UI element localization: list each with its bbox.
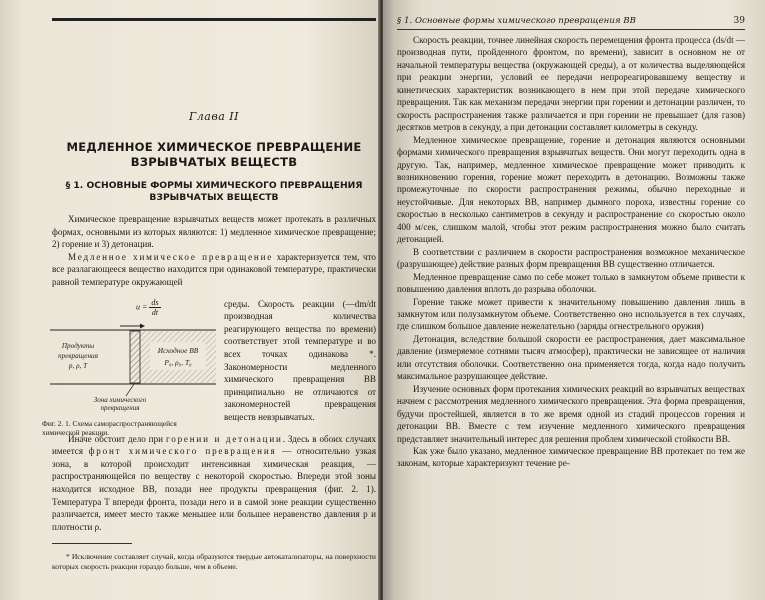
footnote: * Исключение составляет случай, когда образуются твердые автокатализаторы, на поверхности которых скорость реакции гораздо больше, чем в объеме. <box>52 552 376 572</box>
zone-label-2: превращения <box>100 403 140 412</box>
body-paragraph: Изучение основных форм протекания химических реакций во взрывчатых веществах начнем с рассмотрения медленного химического превращения. Эта форма превращения, будучи простейшей, является в то же время одной из стадий процессов горения и детонации ВВ. Вместе с тем изучение медленного химического превращения представляет значительный интерес для решения проблем химической стойкости ВВ. <box>397 383 745 444</box>
body-paragraph: Горение также может привести к значительному повышению давления лишь в замкнутом или полузамкнутом объеме. Соответственно оно используется в тех случаях, где слишком большое давление нежелательно (заряды огнестрельного оружия) <box>397 296 745 332</box>
products-label-3: p, ρ, T <box>68 361 88 370</box>
body-paragraph: Детонация, вследствие большой скорости ее распространения, дает максимальное давление (измеряемое сотнями тысяч атмосфер), практически не зависящее от наличия или отсутствия оболочки. Соответственно она применяется тогда, когда надо получить максимальное разрушающее действие. <box>397 333 745 382</box>
paragraph-text: — относительно узкая зона, в которой происходит интенсивная химическая реакция, — распространяющейся по веществу с некоторой скоростью. Впереди этой зоны находится исходное ВВ, позади нее продукты превращения (фиг. 2. 1). Температура T впереди фронта, позади него и в самой зоне реакции существенно различается, имеет место также меньшее или большее неравенство давления p и плотности ρ. <box>52 446 376 532</box>
top-rule <box>52 18 376 21</box>
formula-numerator: ds <box>151 297 159 307</box>
combustion-paragraph <box>52 433 376 534</box>
products-label-1: Продукты <box>61 341 95 350</box>
figure-caption: Фиг. 2. 1. Схема самораспространяющейся химической реакции. <box>42 419 177 438</box>
section-title: § 1. ОСНОВНЫЕ ФОРМЫ ХИМИЧЕСКОГО ПРЕВРАЩЕНИЯ ВЗРЫВЧАТЫХ ВЕЩЕСТВ <box>65 180 363 203</box>
paragraph-text: . Здесь в обоих случаях имеется <box>52 433 376 457</box>
chapter-title: МЕДЛЕННОЕ ХИМИЧЕСКОЕ ПРЕВРАЩЕНИЕ ВЗРЫВЧАТЫХ ВЕЩЕСТВ <box>66 140 362 169</box>
footnote-rule <box>52 543 132 544</box>
intro-paragraph: Химическое превращение взрывчатых веществ может протекать в различных формах, основными из которых являются: 1) медленное химическое превращение; 2) горение и 3) детонация. <box>52 214 376 250</box>
spaced-term: фронт химического превращения <box>88 446 277 457</box>
body-paragraph: Как уже было указано, медленное химическое превращение ВВ протекает по тем же законам, которые характеризуют течение ре- <box>397 445 745 469</box>
paragraph-text: характеризуется тем, что все разлагающееся вещество находится при одинаковой температуре, практически равной температуре окружающей <box>52 251 376 287</box>
figure-block <box>42 297 376 438</box>
initial-label-1: Исходное ВВ <box>157 345 199 355</box>
arrow-head-icon <box>140 323 145 328</box>
spaced-term: Медленное химическое превращение <box>68 251 274 262</box>
products-label-2: превращения <box>58 351 98 360</box>
formula-lhs: u = <box>136 302 148 311</box>
running-head-title: § 1. Основные формы химического превращения ВВ <box>397 16 636 26</box>
slow-reaction-paragraph <box>52 251 376 289</box>
body-paragraph: Медленное химическое превращение, горение и детонация являются основными формами химического превращения взрывчатых веществ. Они могут переходить одна в другую. Так, например, медленное химическое превращение может приводить к возникновению горения, горение может переходить в детонацию. Возможны также промежуточные по скорости распространения режимы, обычно переходные и неустойчивые. Для некоторых ВВ, например дымного пороха, известны горение со скоростью в несколько сантиметров в секунду и распространение со скоростью около 400 м/сек, слишком малой, чтобы этот режим распространения можно было считать детонацией. <box>397 134 745 245</box>
body-paragraph: Скорость реакции, точнее линейная скорость перемещения фронта процесса (ds/dt — производная пути, пройденного фронтом, по времени), зависит в основном не от начальной температуры вещества (окружающей среды), а от количества выделяющейся при реакции энергии, условий ее передачи непрореагировавшему веществу и кинетических характеристик возникающего в нем при этой передаче химического превращения. Так как механизм передачи энергии при горении и детонации различен, то скорость распространения также различается и при горении не превышает (для газов) десятков метров в секунду, а при детонации составляет километры в секунду. <box>397 35 745 133</box>
left-page <box>0 0 382 600</box>
chapter-label: Глава II <box>189 110 239 123</box>
body-paragraph: Медленное превращение само по себе может только в замкнутом объеме привести к повышению давления вплоть до разрыва оболочки. <box>397 271 745 295</box>
reaction-zone <box>130 331 140 383</box>
initial-label-2: P₀, ρ₀, T₀ <box>164 357 192 367</box>
right-page <box>383 0 765 600</box>
spaced-term: горении и детонации <box>165 433 283 444</box>
body-paragraph: В соответствии с различием в скорости распространения возможное механическое (разрушающее) действие разных форм превращения ВВ существенно отличается. <box>397 246 745 270</box>
page-number: 39 <box>733 16 745 26</box>
zone-label-1: Зона химического <box>93 395 147 404</box>
side-text: среды. Скорость реакции (—dm/dt производная количества реагирующего вещества по времени) соответствует этой температуре и во всех точках одинакова *. Закономерности медленного химического превращения ВВ принципиально не отличаются от закономерностей превращения веществ невзрывчатых. <box>224 298 376 422</box>
formula-denominator: dt <box>151 307 159 317</box>
zone-leader-line <box>126 384 134 396</box>
running-head <box>397 16 745 30</box>
paragraph-text: Иначе обстоит дело при <box>68 433 166 444</box>
